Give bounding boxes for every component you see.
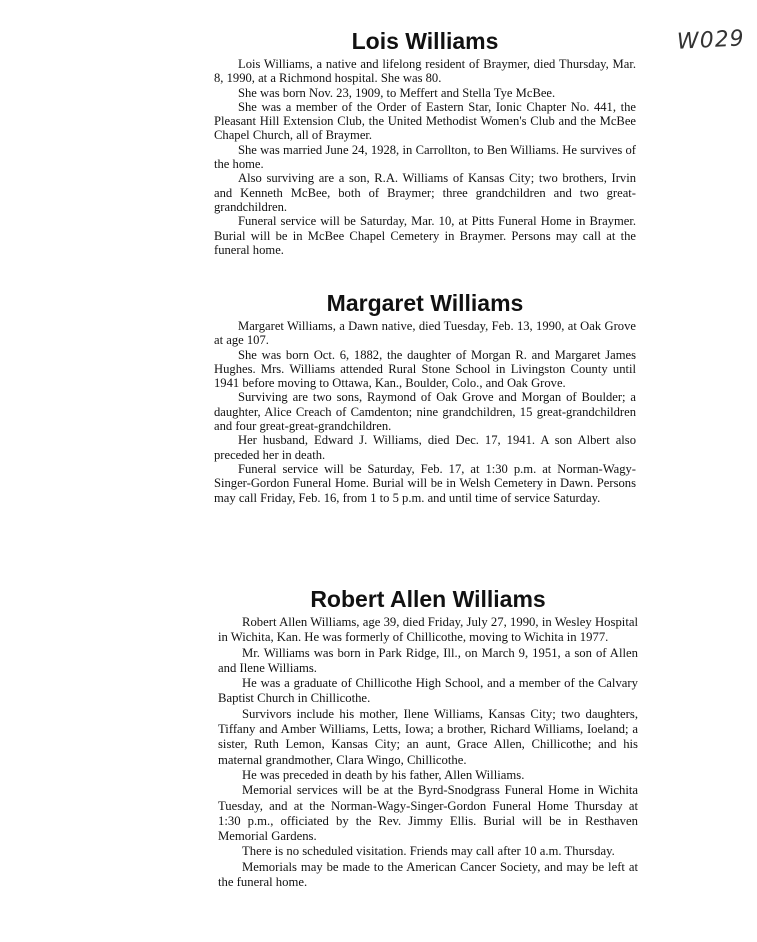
obituary-paragraph: Margaret Williams, a Dawn native, died Tuesday, Feb. 13, 1990, at Oak Grove at age 107. — [214, 319, 636, 348]
obituary-paragraph: She was married June 24, 1928, in Carrollton, to Ben Williams. He survives of the home. — [214, 142, 636, 172]
obituary-paragraph: Robert Allen Williams, age 39, died Friday, July 27, 1990, in Wesley Hospital in Wichita, Kan. He was formerly of Chillicothe, moving to Wichita in 1977. — [218, 615, 638, 645]
obituary-paragraph: Survivors include his mother, Ilene Williams, Kansas City; two daughters, Tiffany and Amber Williams, Letts, Iowa; a brother, Richard Williams, Ioeland; a sister, Ruth Lemon, Kansas City; an aunt, Grace Allen, Chillicothe; and his maternal grandmother, Clara Wingo, Chillicothe. — [218, 706, 638, 767]
obituary-heading: Lois Williams — [351, 28, 499, 54]
obituary-lois-williams — [214, 28, 636, 257]
obituary-paragraph: Memorial services will be at the Byrd-Snodgrass Funeral Home in Wichita Tuesday, and at the Norman-Wagy-Singer-Gordon Funeral Home Thursday at 1:30 p.m., officiated by the Rev. Jimmy Ellis. Burial will be in Resthaven Memorial Gardens. — [218, 783, 638, 844]
obituary-paragraph: He was preceded in death by his father, Allen Williams. — [242, 767, 525, 782]
obituary-paragraph: She was born Oct. 6, 1882, the daughter of Morgan R. and Margaret James Hughes. Mrs. Williams attended Rural Stone School in Livingston County until 1941 before moving to Ottawa, Kan., Boulder, Colo., and Oak Grove. — [214, 347, 636, 391]
obituary-paragraph: There is no scheduled visitation. Friends may call after 10 a.m. Thursday. — [242, 844, 615, 859]
obituary-paragraph: Surviving are two sons, Raymond of Oak Grove and Morgan of Boulder; a daughter, Alice Creach of Camdenton; nine grandchildren, 15 great-grandchildren and four great-great-grandchildren. — [214, 390, 636, 434]
obituary-heading: Margaret Williams — [326, 290, 524, 316]
handwritten-annotation: W029 — [676, 26, 746, 55]
obituary-paragraph: Her husband, Edward J. Williams, died Dec. 17, 1941. A son Albert also preceded her in death. — [214, 433, 636, 462]
obituary-paragraph: Mr. Williams was born in Park Ridge, Ill., on March 9, 1951, a son of Allen and Ilene Williams. — [218, 645, 638, 675]
obituary-paragraph: Memorials may be made to the American Cancer Society, and may be left at the funeral home. — [218, 859, 638, 890]
obituary-margaret-williams — [214, 290, 636, 505]
obituary-paragraph: She was a member of the Order of Eastern Star, Ionic Chapter No. 441, the Pleasant Hill Extension Club, the United Methodist Women's Club and the McBee Chapel Church, all of Braymer. — [214, 99, 636, 143]
obituary-robert-allen-williams — [218, 586, 638, 890]
obituary-paragraph: He was a graduate of Chillicothe High School, and a member of the Calvary Baptist Church in Chillicothe. — [218, 676, 638, 706]
obituary-paragraph: Funeral service will be Saturday, Feb. 17, at 1:30 p.m. at Norman-Wagy-Singer-Gordon Funeral Home. Burial will be in Welsh Cemetery in Dawn. Persons may call Friday, Feb. 16, from 1 to 5 p.m. and until time of service Saturday. — [214, 461, 636, 505]
obituary-paragraph: Also surviving are a son, R.A. Williams of Kansas City; two brothers, Irvin and Kenneth McBee, both of Braymer; three grandchildren and two great-grandchildren. — [214, 171, 636, 214]
obituary-paragraph: She was born Nov. 23, 1909, to Meffert and Stella Tye McBee. — [238, 85, 556, 100]
obituary-paragraph: Lois Williams, a native and lifelong resident of Braymer, died Thursday, Mar. 8, 1990, at a Richmond hospital. She was 80. — [214, 57, 636, 86]
obituary-heading: Robert Allen Williams — [310, 586, 546, 612]
obituary-paragraph: Funeral service will be Saturday, Mar. 10, at Pitts Funeral Home in Braymer. Burial will be in McBee Chapel Cemetery in Braymer. Persons may call at the funeral home. — [214, 214, 636, 257]
